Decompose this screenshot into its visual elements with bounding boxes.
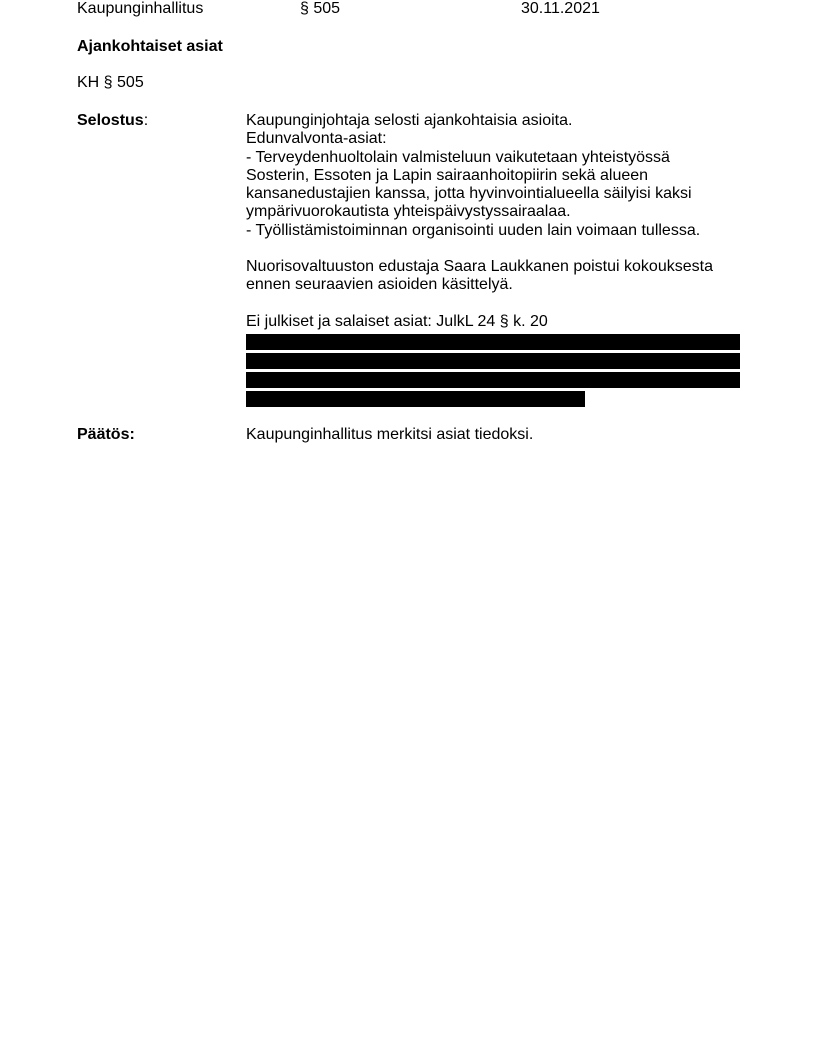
selostus-label-colon: : [143,112,149,129]
selostus-line: ympärivuorokautista yhteispäivystyssairaalaa. [246,203,571,221]
selostus-line: - Työllistämistoiminnan organisointi uuden lain voimaan tullessa. [246,221,701,239]
paragraph-gap [246,240,740,258]
document-title: Ajankohtaiset asiat [77,38,223,55]
redaction-bar [246,391,585,407]
selostus-line: Nuorisovaltuuston edustaja Saara Laukkanen poistui kokouksesta [246,258,713,276]
selostus-label [77,112,148,130]
header-section-number: § 505 [300,0,341,17]
selostus-line: Edunvalvonta-asiat: [246,130,387,148]
selostus-line: kansanedustajien kanssa, jotta hyvinvointialueella säilyisi kaksi [246,185,692,203]
selostus-line: Kaupunginjohtaja selosti ajankohtaisia asioita. [246,112,573,129]
selostus-body [246,112,740,331]
redaction-bar [246,353,740,369]
header-date: 30.11.2021 [521,0,600,17]
confidential-note: Ei julkiset ja salaiset asiat: JulkL 24 § k. 20 [246,312,548,330]
paatos-text: Kaupunginhallitus merkitsi asiat tiedoksi. [246,426,534,443]
paragraph-gap [246,295,740,313]
selostus-line: Sosterin, Essoten ja Lapin sairaanhoitopiirin sekä alueen [246,166,649,184]
selostus-label-text: Selostus [77,112,144,129]
selostus-line: ennen seuraavien asioiden käsittelyä. [246,276,513,294]
paatos-label: Päätös: [77,426,135,443]
header-body-name: Kaupunginhallitus [77,0,204,17]
redaction-bar [246,334,740,350]
section-reference: KH § 505 [77,74,144,91]
selostus-line: - Terveydenhuoltolain valmisteluun vaikutetaan yhteistyössä [246,148,670,166]
redaction-bar [246,372,740,388]
